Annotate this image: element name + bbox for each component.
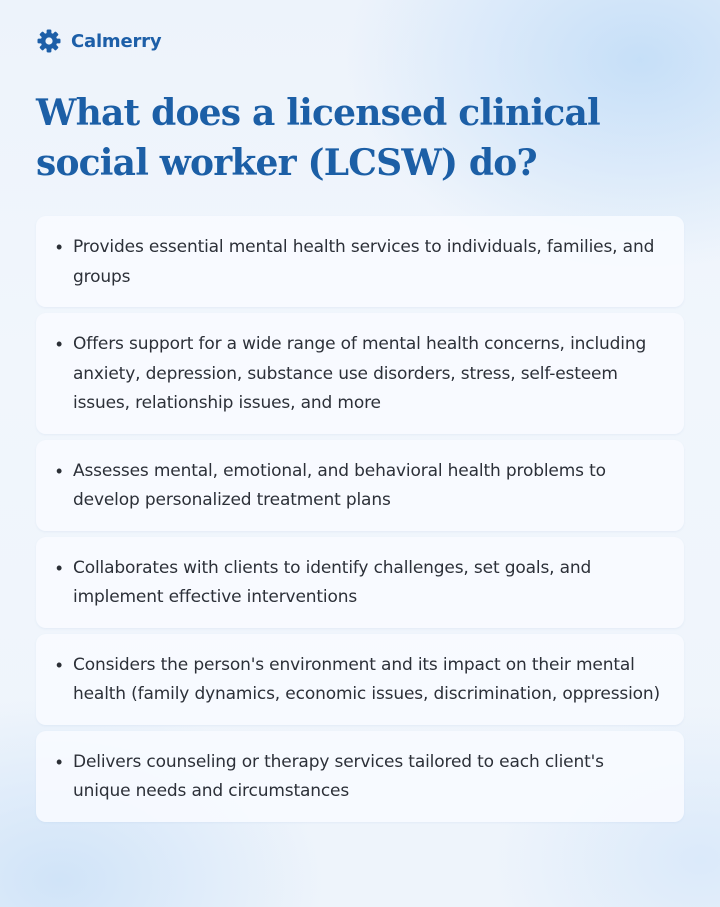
page-title: What does a licensed clinical social worker (LCSW) do? xyxy=(36,92,600,184)
list-item xyxy=(36,634,684,725)
bullet-icon: • xyxy=(56,751,63,772)
bullet-icon: • xyxy=(56,334,63,354)
list-item xyxy=(36,313,684,434)
brand-name: Calmerry xyxy=(71,30,162,52)
bullet-icon: • xyxy=(56,237,63,257)
list-item xyxy=(36,537,684,628)
gear-icon xyxy=(36,28,62,54)
responsibilities-list xyxy=(36,216,684,828)
list-item-text: Collaborates with clients to identify challenges, set goals, and implement effective interventions xyxy=(73,557,592,607)
list-item-text: Provides essential mental health services to individuals, families, and groups xyxy=(73,237,655,287)
list-item-text: Offers support for a wide range of mental health concerns, including anxiety, depression, substance use disorders, stress, self-esteem issues, relationship issues, and more xyxy=(73,334,647,413)
list-item xyxy=(36,731,684,822)
list-item-text: Assesses mental, emotional, and behavioral health problems to develop personalized treatment plans xyxy=(73,460,606,510)
list-item xyxy=(36,440,684,531)
list-item xyxy=(36,216,684,307)
bullet-icon: • xyxy=(56,460,63,481)
bullet-icon: • xyxy=(56,654,63,675)
bullet-icon: • xyxy=(56,557,63,578)
list-item-text: Delivers counseling or therapy services tailored to each client's unique needs and circumstances xyxy=(73,751,604,801)
brand-header xyxy=(36,28,161,54)
list-item-text: Considers the person's environment and its impact on their mental health (family dynamics, economic issues, discrimination, oppression) xyxy=(73,654,661,704)
